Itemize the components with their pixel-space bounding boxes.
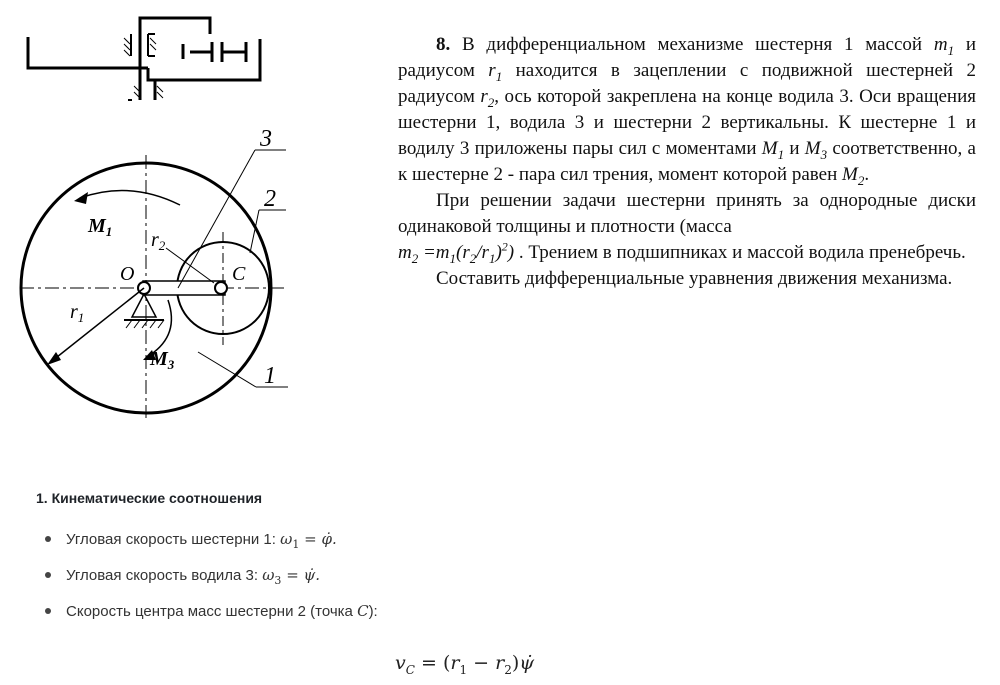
- section-title: 1. Кинематические соотношения: [36, 490, 263, 506]
- pivot-C: [215, 282, 227, 294]
- problem-paragraph-2: [398, 188, 976, 266]
- label-M3: $M_3$: [150, 348, 175, 372]
- problem-paragraph-1: [398, 32, 976, 188]
- item1-math: $\omega_1$ = φ̇.: [280, 530, 337, 551]
- item1-text: Угловая скорость шестерни 1:: [66, 531, 281, 548]
- var-m1: $m_1$: [933, 34, 955, 58]
- kinematics-list: [36, 528, 976, 636]
- label-r1: $r_1$: [70, 301, 85, 325]
- problem-number: 8.: [436, 34, 451, 55]
- moment-M1-arrow: [80, 190, 180, 205]
- var-M2: $M_2$: [842, 164, 865, 188]
- moment-M3-arrow: [150, 300, 171, 355]
- r1-arrowhead: [47, 352, 61, 365]
- solution-section: [36, 490, 976, 636]
- p1-text-f: .: [864, 164, 870, 185]
- label-M1: $M_1$: [88, 215, 113, 239]
- bullet-icon: [45, 572, 51, 578]
- bullet-icon: [45, 536, 51, 542]
- velocity-formula: $v_C = (r_1$ − $r_2)\psi̇$: [395, 652, 535, 677]
- label-r2: $r_2$: [151, 229, 166, 253]
- label-1: 1: [264, 363, 276, 389]
- var-M1: $M_1$: [761, 138, 785, 162]
- label-C: C: [232, 263, 246, 285]
- side-view-schematic: [28, 18, 260, 100]
- r1-radius-line: [52, 288, 144, 361]
- list-item: [36, 528, 976, 564]
- p1-text-d: , ось которой закреплена на конце водила 3. Оси вращения шестерни 1, водила 3 и шестерни 2 вертикальны. К шестерне 1 и водилу 3 приложены пары сил с моментами: [398, 86, 976, 159]
- p2-text-a: При решении задачи шестерни принять за однородные диски одинаковой толщины и плотности (масса: [398, 190, 976, 237]
- list-item: [36, 600, 976, 636]
- p1-text-a: В дифференциальном механизме шестерня 1 массой: [450, 34, 934, 55]
- mass-formula: $m_2 =m_1(r_2/r_1)^2$): [398, 239, 515, 266]
- item3-math: C: [357, 602, 369, 620]
- var-r2: $r_2$: [480, 86, 495, 110]
- problem-statement: [398, 32, 976, 292]
- moment-M1-arrowhead: [74, 192, 88, 204]
- item3-end: ):: [368, 603, 378, 620]
- var-r1: $r_1$: [488, 60, 503, 84]
- carrier-3-bar: [143, 281, 225, 295]
- p1-text-c: находится в зацеплении с подвижной шестерней 2 радиусом: [398, 60, 976, 107]
- problem-paragraph-3: Составить дифференциальные уравнения движения механизма.: [436, 268, 953, 289]
- mechanism-diagram: [0, 0, 390, 430]
- item2-text: Угловая скорость водила 3:: [66, 567, 263, 584]
- p1-text-e: соответственно, а к шестерне 2 - пара сил трения, момент которой равен: [398, 138, 976, 185]
- label-2: 2: [264, 186, 276, 212]
- p2-text-b: . Трением в подшипниках и массой водила пренебречь.: [514, 242, 966, 263]
- item2-math: $\omega_3$ = ψ̇.: [262, 566, 321, 587]
- p1-text-b: и радиусом: [398, 34, 976, 81]
- label-O: O: [120, 263, 135, 285]
- list-item: [36, 564, 976, 600]
- item3-text: Скорость центра масс шестерни 2 (точка: [66, 603, 358, 620]
- p1-and: и: [784, 138, 805, 159]
- var-M3: $M_3$: [804, 138, 828, 162]
- bullet-icon: [45, 608, 51, 614]
- label-3: 3: [260, 126, 272, 152]
